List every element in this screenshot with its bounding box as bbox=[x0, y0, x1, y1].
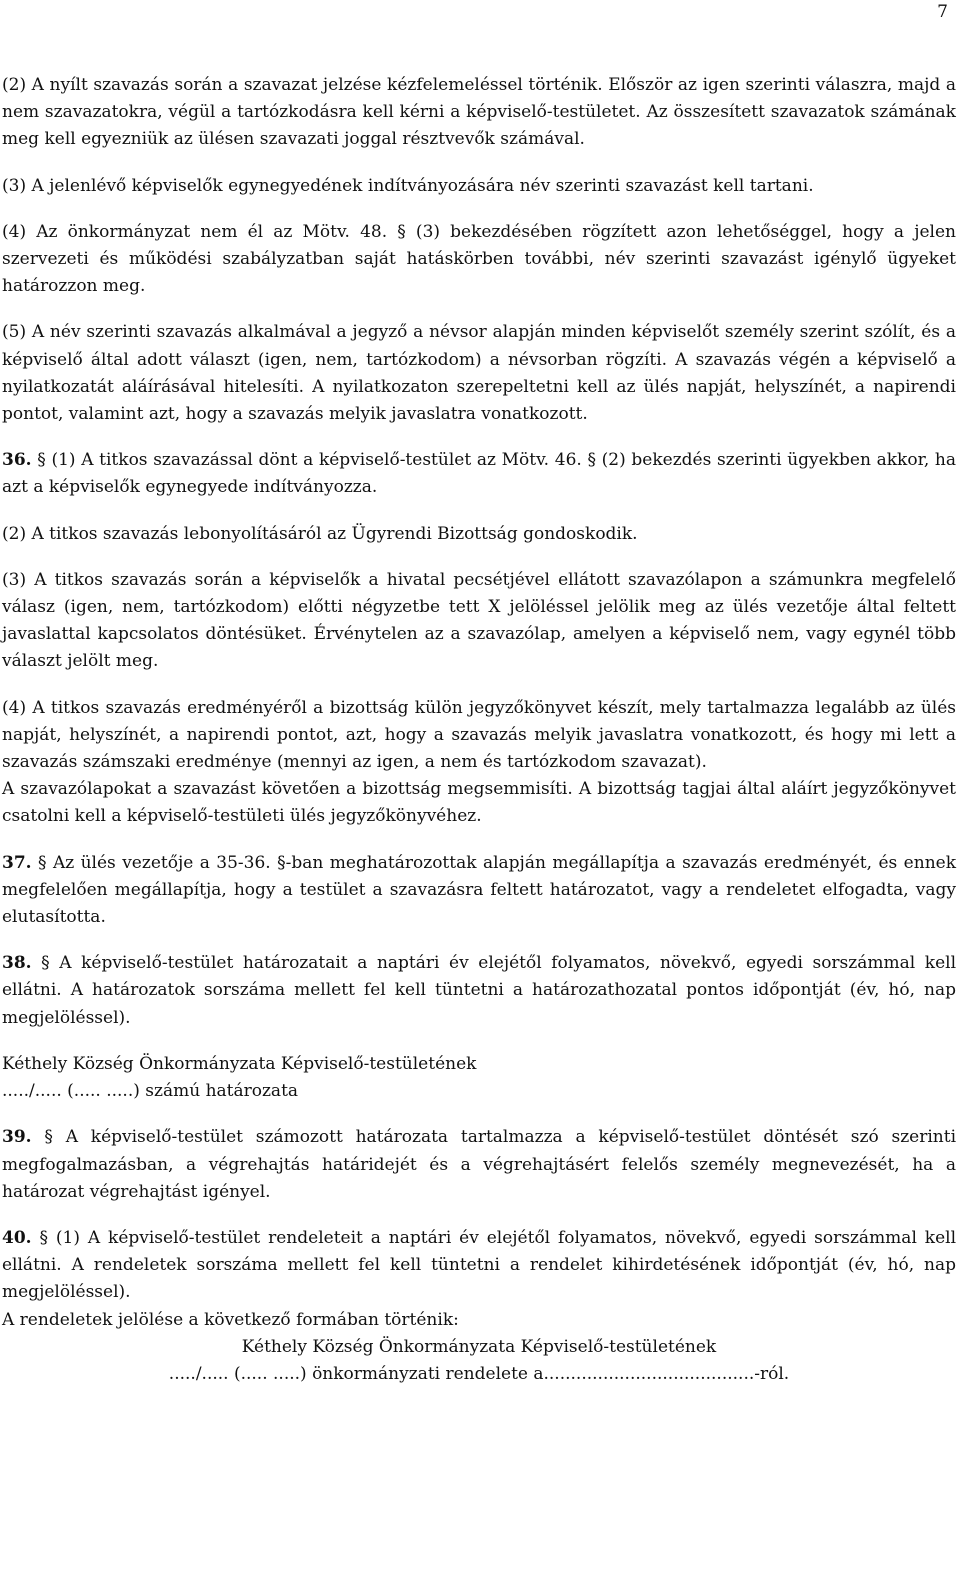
paragraph-37 bbox=[2, 850, 956, 932]
resolution-format-line-2: ...../..... (..... .....) számú határozata bbox=[2, 1081, 299, 1102]
paragraph-35-5: (5) A név szerinti szavazás alkalmával a jegyző a névsor alapján minden képviselőt személy szerint szólít, és a képviselő által adott választ (igen, nem, tartózkodom) a névsorban rögzíti. A szavazás végén a képviselő a nyilatkozatát aláírásával hitelesíti. A nyilatkozaton szerepeltetni kell az ülés napját, helyszínét, a napirendi pontot, valamint azt, hogy a szavazás melyik javaslatra vonatkozott. bbox=[2, 322, 956, 425]
paragraph-35-2: (2) A nyílt szavazás során a szavazat jelzése kézfelemeléssel történik. Először az igen szerinti válaszra, majd a nem szavazatokra, végül a tartózkodásra kell kérni a képviselő-testületet. Az összesített szavazatok számának meg kell egyezniük az ülésen szavazati joggal résztvevők számával. bbox=[2, 75, 956, 150]
section-number-37: 37. bbox=[2, 852, 32, 873]
paragraph-35-4: (4) Az önkormányzat nem él az Mötv. 48. § (3) bekezdésében rögzített azon lehetőséggel, hogy a jelen szervezeti és működési szabályzatban saját hatáskörben további, név szerinti szavazást igénylő ügyeket határozzon meg. bbox=[2, 221, 956, 297]
paragraph-40-1-continued: A rendeletek jelölése a következő formában történik: bbox=[2, 1309, 459, 1330]
paragraph-36-1-text: § (1) A titkos szavazással dönt a képviselő-testület az Mötv. 46. § (2) bekezdés szerinti ügyekben akkor, ha azt a képviselők egynegyede indítványozza. bbox=[2, 450, 956, 498]
section-number-38: 38. bbox=[2, 953, 32, 974]
paragraph-36-4: (4) A titkos szavazás eredményéről a bizottság külön jegyzőkönyvet készít, mely tartalmazza legalább az ülés napját, helyszínét, a napirendi pontot, azt, hogy a szavazás melyik javaslatra vonatkozott, és hogy mi lett a szavazás számszaki eredménye (mennyi az igen, a nem és tartózkodom szavazat). bbox=[2, 697, 956, 773]
section-number-40: 40. bbox=[2, 1227, 32, 1248]
paragraph-35-3: (3) A jelenlévő képviselők egynegyedének indítványozására név szerinti szavazást kell tartani. bbox=[2, 175, 814, 196]
decree-format-line-2: ...../..... (..... .....) önkormányzati rendelete a.......................................-ról. bbox=[168, 1363, 790, 1384]
resolution-format-line-1: Kéthely Község Önkormányzata Képviselő-testületének bbox=[2, 1053, 477, 1074]
section-number-39: 39. bbox=[2, 1127, 32, 1148]
paragraph-39 bbox=[2, 1124, 956, 1206]
page-number: 7 bbox=[937, 2, 948, 22]
paragraph-40-1 bbox=[2, 1225, 956, 1307]
paragraph-36-4-continued: A szavazólapokat a szavazást követően a bizottság megsemmisíti. A bizottság tagjai által aláírt jegyzőkönyvet csatolni kell a képviselő-testületi ülés jegyzőkönyvéhez. bbox=[2, 779, 956, 827]
paragraph-36-3: (3) A titkos szavazás során a képviselők a hivatal pecsétjével ellátott szavazólapon a számunkra megfelelő válasz (igen, nem, tartózkodom) előtti négyzetbe tett X jelöléssel jelölik meg az ülés vezetője által feltett javaslattal kapcsolatos döntésüket. Érvénytelen az a szavazólap, amelyen a képviselő nem, vagy egynél több választ jelölt meg. bbox=[2, 569, 956, 672]
paragraph-39-text: § A képviselő-testület számozott határozata tartalmazza a képviselő-testület döntését szó szerinti megfogalmazásban, a végrehajtás határidejét és a végrehajtásért felelős személy megnevezését, ha a határozat végrehajtást igényel. bbox=[2, 1127, 957, 1202]
paragraph-36-1 bbox=[2, 447, 956, 501]
section-number-36: 36. bbox=[2, 450, 32, 471]
paragraph-37-text: § Az ülés vezetője a 35-36. §-ban meghatározottak alapján megállapítja a szavazás eredményét, és ennek megfelelően megállapítja, hogy a testület a szavazásra feltett határozatot, vagy a rendeletet elfogadta, vagy elutasította. bbox=[2, 852, 957, 928]
paragraph-36-2: (2) A titkos szavazás lebonyolításáról az Ügyrendi Bizottság gondoskodik. bbox=[2, 523, 638, 544]
paragraph-38 bbox=[2, 950, 956, 1032]
paragraph-40-1-text: § (1) A képviselő-testület rendeleteit a naptári év elejétől folyamatos, növekvő, egyedi sorszámmal kell ellátni. A rendeletek sorszáma mellett fel kell tüntetni a rendelet kihirdetésének időpontját (év, hó, nap megjelöléssel). bbox=[2, 1227, 957, 1303]
decree-format-line-1: Kéthely Község Önkormányzata Képviselő-testületének bbox=[241, 1336, 717, 1357]
document-body bbox=[2, 72, 956, 1388]
paragraph-38-text: § A képviselő-testület határozatait a naptári év elejétől folyamatos, növekvő, egyedi sorszámmal kell ellátni. A határozatok sorszáma mellett fel kell tüntetni a határozathozatal pontos időpontját (év, hó, nap megjelöléssel). bbox=[2, 953, 957, 1028]
